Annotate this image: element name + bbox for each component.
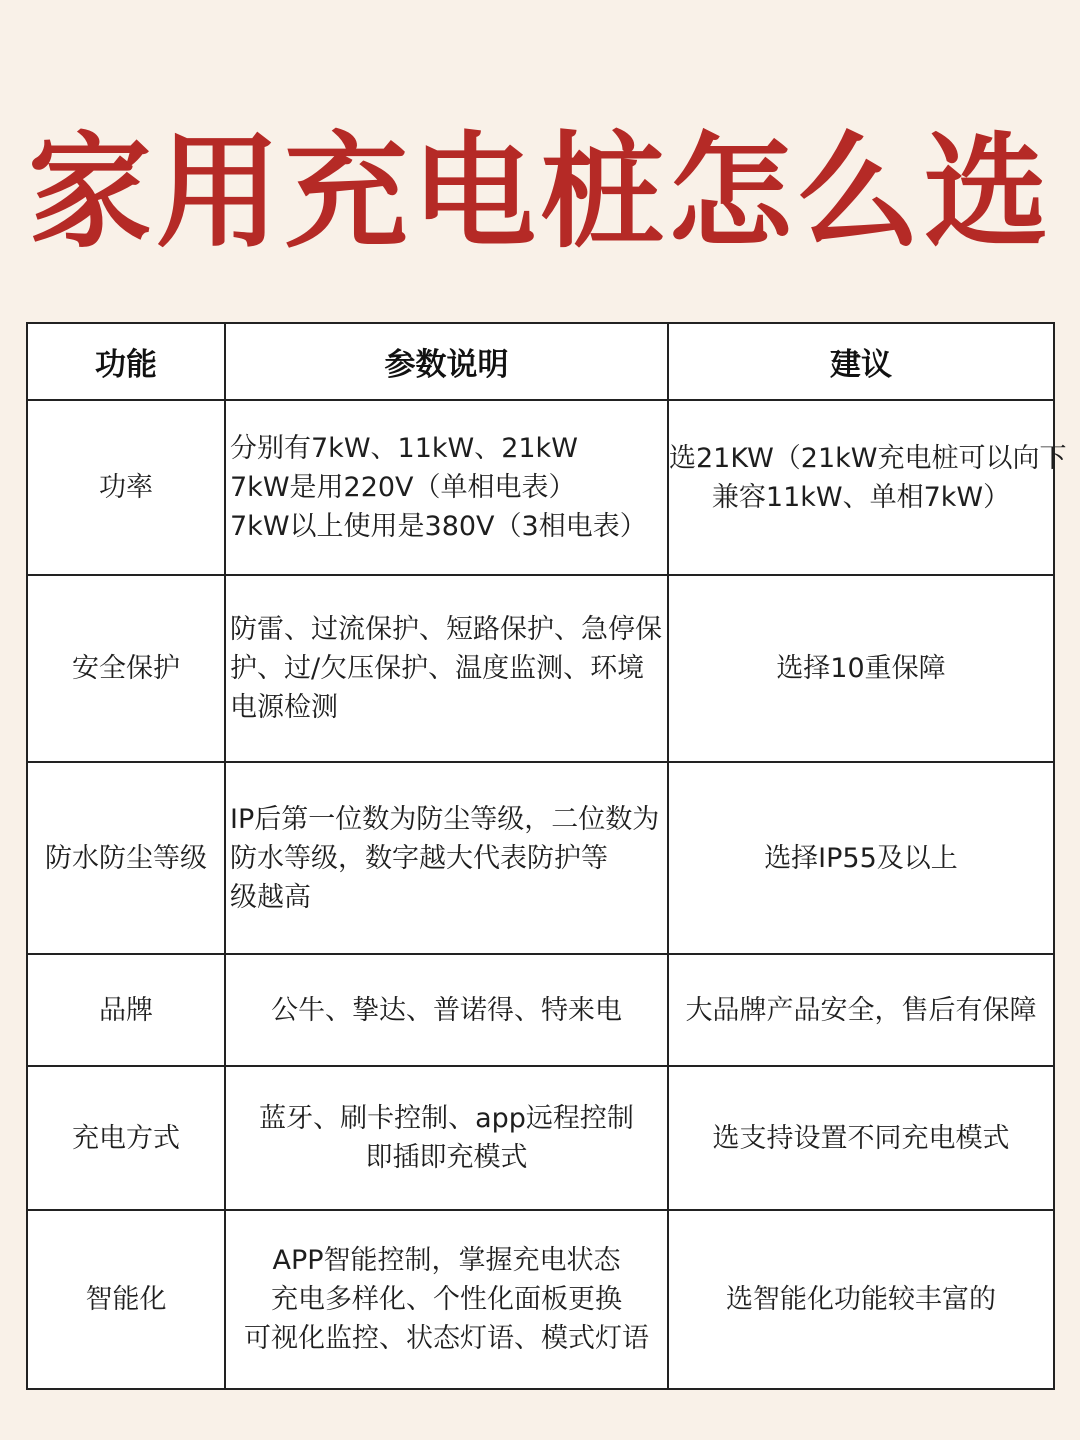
row-feature: 防水防尘等级: [27, 762, 225, 954]
row-advice: [668, 954, 1054, 1066]
comparison-table: [26, 322, 1067, 1390]
spec-line: 7kW以上使用是380V（3相电表）: [230, 511, 647, 542]
spec-line: 级越高: [230, 881, 311, 913]
table-header-row: [27, 323, 1054, 400]
spec-line: 分别有7kW、11kW、21kW: [230, 433, 578, 464]
row-spec: [225, 762, 668, 954]
spec-line: 防水等级，数字越大代表防护等: [230, 842, 608, 874]
header-advice: 建议: [668, 323, 1054, 400]
table-row: [27, 1210, 1054, 1389]
spec-line: 防雷、过流保护、短路保护、急停保: [230, 614, 662, 645]
row-feature: 品牌: [27, 954, 225, 1066]
advice-line: 选智能化功能较丰富的: [726, 1284, 996, 1315]
row-feature: 智能化: [27, 1210, 225, 1389]
spec-line: 可视化监控、状态灯语、模式灯语: [244, 1323, 649, 1354]
table-row: [27, 400, 1054, 575]
row-spec: [225, 575, 668, 762]
row-advice: [668, 1210, 1054, 1389]
spec-line: APP智能控制，掌握充电状态: [272, 1245, 621, 1276]
header-spec: 参数说明: [225, 323, 668, 400]
advice-line: 选择IP55及以上: [764, 842, 958, 874]
row-spec: [225, 1210, 668, 1389]
table-row: [27, 762, 1054, 954]
header-feature: 功能: [27, 323, 225, 400]
table-row: [27, 954, 1054, 1066]
row-spec: [225, 400, 668, 575]
row-feature: 安全保护: [27, 575, 225, 762]
table-row: [27, 575, 1054, 762]
page-title: 家用充电桩怎么选: [27, 121, 1052, 265]
row-feature: 充电方式: [27, 1066, 225, 1210]
spec-line: 蓝牙、刷卡控制、app远程控制: [259, 1103, 634, 1134]
advice-line: 选支持设置不同充电模式: [712, 1122, 1010, 1154]
spec-line: 电源检测: [230, 692, 338, 723]
row-spec: [225, 954, 668, 1066]
comparison-table-container: [26, 322, 1067, 1388]
spec-line: 公牛、挚达、普诺得、特来电: [271, 994, 622, 1026]
row-advice: [668, 575, 1054, 762]
row-advice: [668, 762, 1054, 954]
advice-line: 兼容11kW、单相7kW）: [711, 481, 1011, 513]
advice-line: 选21KW（21kW充电桩可以向下: [669, 442, 1067, 474]
spec-line: IP后第一位数为防尘等级，二位数为: [230, 803, 660, 835]
spec-line: 充电多样化、个性化面板更换: [271, 1284, 622, 1315]
advice-line: 大品牌产品安全，售后有保障: [685, 994, 1037, 1026]
advice-line: 选择10重保障: [776, 653, 946, 684]
row-spec: [225, 1066, 668, 1210]
table-row: [27, 1066, 1054, 1210]
spec-line: 即插即充模式: [365, 1142, 528, 1173]
row-advice: [668, 1066, 1054, 1210]
spec-line: 护、过/欠压保护、温度监测、环境: [230, 653, 645, 684]
spec-line: 7kW是用220V（单相电表）: [230, 472, 576, 503]
row-feature: 功率: [27, 400, 225, 575]
row-advice: [668, 400, 1067, 575]
